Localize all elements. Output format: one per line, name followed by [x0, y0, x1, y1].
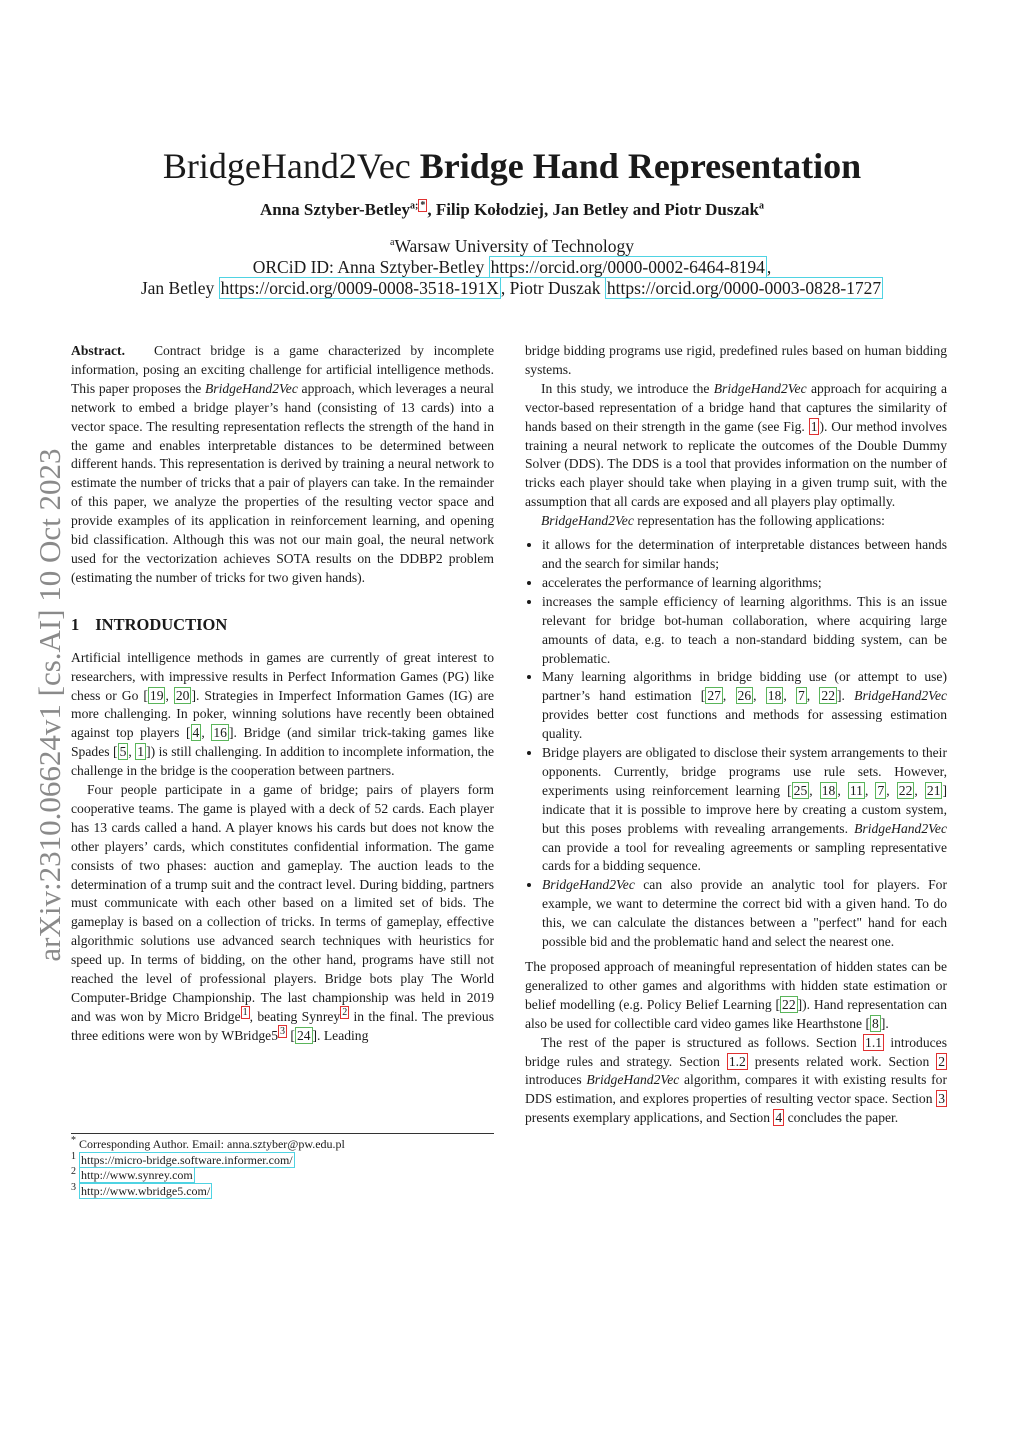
corresponding-mark-link[interactable]: * — [420, 200, 426, 212]
intro-paragraph-1: Artificial intelligence methods in games are currently of great interest to researchers, with impressive results in Perfect Information Games (PG) like chess or Go [ 19 , 20 ]. Strategies in Imperfect Information Games (IG) are more challenging. In poker, winning solutions have recently been obtained against top players [ 4 , 16 ]. Bridge (and similar trick-taking games like Spades [ 5 , 1 ]) is still challenging. In addition to incomplete information, the challenge in the bridge is the cooperation between partners. — [71, 649, 495, 779]
other-authors: , Filip Kołodziej, Jan Betley and Piotr Duszak — [427, 200, 759, 219]
footnote-link[interactable]: 2 — [342, 1007, 348, 1019]
applications-list — [525, 536, 947, 952]
affil-name: Warsaw University of Technology — [394, 236, 634, 256]
footnote-item: * Corresponding Author. Email: anna.sztyber@pw.edu.pl — [71, 1135, 345, 1151]
intro-paragraph-2: Four people participate in a game of bridge; pairs of players form cooperative teams. The game is played with a deck of 52 cards. Each player has 13 cards called a hand. A player knows his cards but does not know the other players’ cards, which constitutes confidential information. The game consists of two phases: auction and gameplay. The auction leads to the determination of a trump suit and the contract level. During bidding, partners must communicate with each other based on a limited set of bids. The gameplay is based on a collection of tricks. In terms of gameplay, effective algorithmic solutions use advanced search techniques with heuristics for speed up. In terms of bidding, on the other hand, programs have still not reached the level of professional players. Bridge bots play The World Computer-Bridge Championship. The last championship was held in 2019 and was won by Micro Bridge $^1$ , beating Synrey $^2$ in the final. The previous three editions were won by WBridge5 $^3$ [ 24 ]. Leading — [71, 782, 495, 1043]
citation-link[interactable]: 18 — [821, 782, 836, 798]
abstract-text-2: approach, which leverages a neural network to embed a bridge player’s hand (consisting of 13 cards) into a vector space. The resulting representation reflects the strength of the hand in the game and enables interpretable distances to be determined between different hands. This representation is derived by training a neural network to estimate the number of tricks that a pair of players can take. In the remainder of this paper, we analyze the properties of the resulting vector space and provide examples of its application in reinforcement learning, and opening bid classification. Although this was not our main goal, the neural network used for the vectorization achieves SOTA results on the DDBP2 problem (estimating the number of tricks for two given hands). — [71, 380, 495, 585]
paper-title — [0, 145, 1024, 187]
affil-sup: a — [389, 237, 395, 249]
footnote-link[interactable]: 1 — [242, 1007, 248, 1019]
section-link[interactable]: 1.1 — [865, 1034, 883, 1050]
citation-link[interactable]: 19 — [149, 687, 164, 703]
footnote-link[interactable]: 3 — [280, 1026, 285, 1038]
section-heading-introduction — [71, 616, 494, 635]
other-authors-sup: a — [759, 200, 764, 212]
citation-link[interactable]: 26 — [737, 688, 752, 704]
list-item: • Many learning algorithms in bridge bidding use (or attempt to use) partner’s hand estimation [ 27 , 26 , 18 , 7 , 22 ]. BridgeHand2Vec provides better cost functions and methods for assessing estimation quality. — [542, 668, 947, 744]
abstract — [71, 342, 494, 588]
citation-link[interactable]: 7 — [877, 782, 885, 798]
citation-link[interactable]: 22 — [898, 782, 913, 798]
footnote-item: $^1$ https://micro-bridge.software.informer.com/ — [71, 1150, 293, 1167]
abstract-label: Abstract. — [71, 343, 125, 358]
section-number: 1 — [71, 614, 80, 634]
title-math: BridgeHand2Vec — [162, 146, 411, 186]
footnote-rule — [71, 1133, 494, 1134]
citation-link[interactable]: 27 — [707, 688, 721, 704]
author-list — [0, 200, 1024, 220]
citation-link[interactable]: 20 — [175, 687, 190, 703]
citation-link[interactable]: 21 — [926, 782, 941, 798]
footnote-item: $^2$ http://www.synrey.com — [71, 1166, 193, 1183]
figure-link[interactable]: 1 — [810, 418, 818, 434]
citation-link[interactable]: 8 — [872, 1015, 879, 1031]
right-column — [525, 342, 947, 1128]
footnote-url-link[interactable]: http://www.synrey.com — [81, 1168, 193, 1183]
orcid-label: ORCiD ID: Anna Sztyber-Betley — [252, 257, 489, 277]
footnote-item: $^3$ http://www.wbridge5.com/ — [71, 1181, 211, 1198]
abstract-method-name: BridgeHand2Vec — [205, 380, 298, 396]
section-link[interactable]: 4 — [775, 1110, 783, 1126]
orcid-sep: , — [766, 257, 772, 277]
list-item: • Bridge players are obligated to disclose their system arrangements to their opponents. Currently, bridge programs use rule sets. However, experiments using reinforcement learning [ 25 , 18 , 11 , 7 , 22 , 21 ] indicate that it is possible to improve here by creating a custom system, but this poses problems with revealing arrangements. BridgeHand2Vec can provide a tool for revealing agreements or sampling representative cards for a bidding sequence. — [542, 744, 947, 876]
section-link[interactable]: 3 — [938, 1091, 945, 1107]
right-paragraph-3: The proposed approach of meaningful representation of hidden states can be generalized to other games and algorithms with hidden state estimation or belief modelling (e.g. Policy Belief Learning [ 22 ]). Hand representation can also be used for collectible card video games like Hearthstone [ 8 ]. — [525, 959, 947, 1031]
list-item: • it allows for the determination of interpretable distances between hands and the search for similar hands; — [542, 536, 947, 574]
list-item: • accelerates the performance of learning algorithms; — [542, 574, 947, 593]
orcid-link-1[interactable]: https://orcid.org/0000-0002-6464-8194 — [490, 257, 765, 277]
author-1-sup: a; — [409, 200, 419, 212]
right-paragraph-4: The rest of the paper is structured as follows. Section 1.1 introduces bridge rules and strategy. Section 1.2 presents related work. Section 2 introduces BridgeHand2Vec algorithm, compares it with existing results for DDS estimation, and explores properties of resulting vector space. Section 3 presents exemplary applications, and Section 4 concludes the paper. — [525, 1034, 947, 1126]
right-paragraph-1: In this study, we introduce the BridgeHand2Vec approach for acquiring a vector-based representation of a bridge hand that captures the similarity of hands based on their strength in the game (see Fig. 1 ). Our method involves training a neural network to replicate the outcomes of the Double Dummy Solver (DDS). The DDS is a tool that provides information on the number of tricks each player should take when playing in a given trump suit, with the assumption that all cards are exposed and all players play optimally. — [525, 380, 947, 510]
orcid-link-2[interactable]: https://orcid.org/0009-0008-3518-191X — [220, 278, 499, 298]
citation-link[interactable]: 11 — [849, 782, 863, 798]
arxiv-stamp: arXiv:2310.06624v1 [cs.AI] 10 Oct 2023 — [32, 448, 67, 962]
author-1: Anna Sztyber-Betley — [259, 200, 410, 219]
orcid-author-3: , Piotr Duszak — [500, 278, 605, 298]
citation-link[interactable]: 7 — [797, 688, 805, 704]
section-link[interactable]: 2 — [938, 1053, 945, 1069]
citation-link[interactable]: 5 — [119, 744, 127, 760]
citation-link[interactable]: 1 — [137, 744, 145, 760]
section-link[interactable]: 1.2 — [728, 1053, 746, 1069]
title-bold: Bridge Hand Representation — [419, 146, 862, 186]
right-paragraph-2: BridgeHand2Vec representation has the following applications: — [541, 513, 885, 529]
citation-link[interactable]: 16 — [213, 725, 227, 741]
footnote-url-link[interactable]: https://micro-bridge.software.informer.com/ — [81, 1152, 293, 1167]
citation-link[interactable]: 18 — [767, 688, 782, 704]
footnotes — [71, 1133, 494, 1199]
citation-link[interactable]: 22 — [821, 688, 835, 704]
citation-link[interactable]: 24 — [296, 1027, 311, 1043]
right-paragraph-0: bridge bidding programs use rigid, predefined rules based on human bidding systems. — [525, 343, 947, 377]
citation-link[interactable]: 4 — [192, 725, 200, 741]
list-item: • BridgeHand2Vec can also provide an analytic tool for players. For example, we want to determine the correct bid with a given hand. To do this, we can calculate the distances between a "perfect" hand for each possible bid and the problematic hand and select the nearest one. — [542, 876, 947, 952]
citation-link[interactable]: 25 — [793, 782, 808, 798]
orcid-link-3[interactable]: https://orcid.org/0000-0003-0828-1727 — [606, 278, 882, 298]
footnote-url-link[interactable]: http://www.wbridge5.com/ — [81, 1183, 211, 1198]
abstract-text-1: Contract bridge is a game characterized by incomplete information, posing an exciting challenge for artificial intelligence methods. This paper proposes the — [71, 343, 494, 396]
orcid-author-2: Jan Betley — [140, 278, 219, 298]
section-title: INTRODUCTION — [95, 614, 228, 634]
left-column — [71, 342, 494, 1046]
affiliations — [0, 236, 1024, 299]
list-item: • increases the sample efficiency of learning algorithms. This is an issue relevant for bridge bot-human collaboration, where acquiring large amounts of data, e.g. to teach a non-standard bidding system, can be problematic. — [542, 593, 947, 669]
citation-link[interactable]: 22 — [782, 996, 796, 1012]
